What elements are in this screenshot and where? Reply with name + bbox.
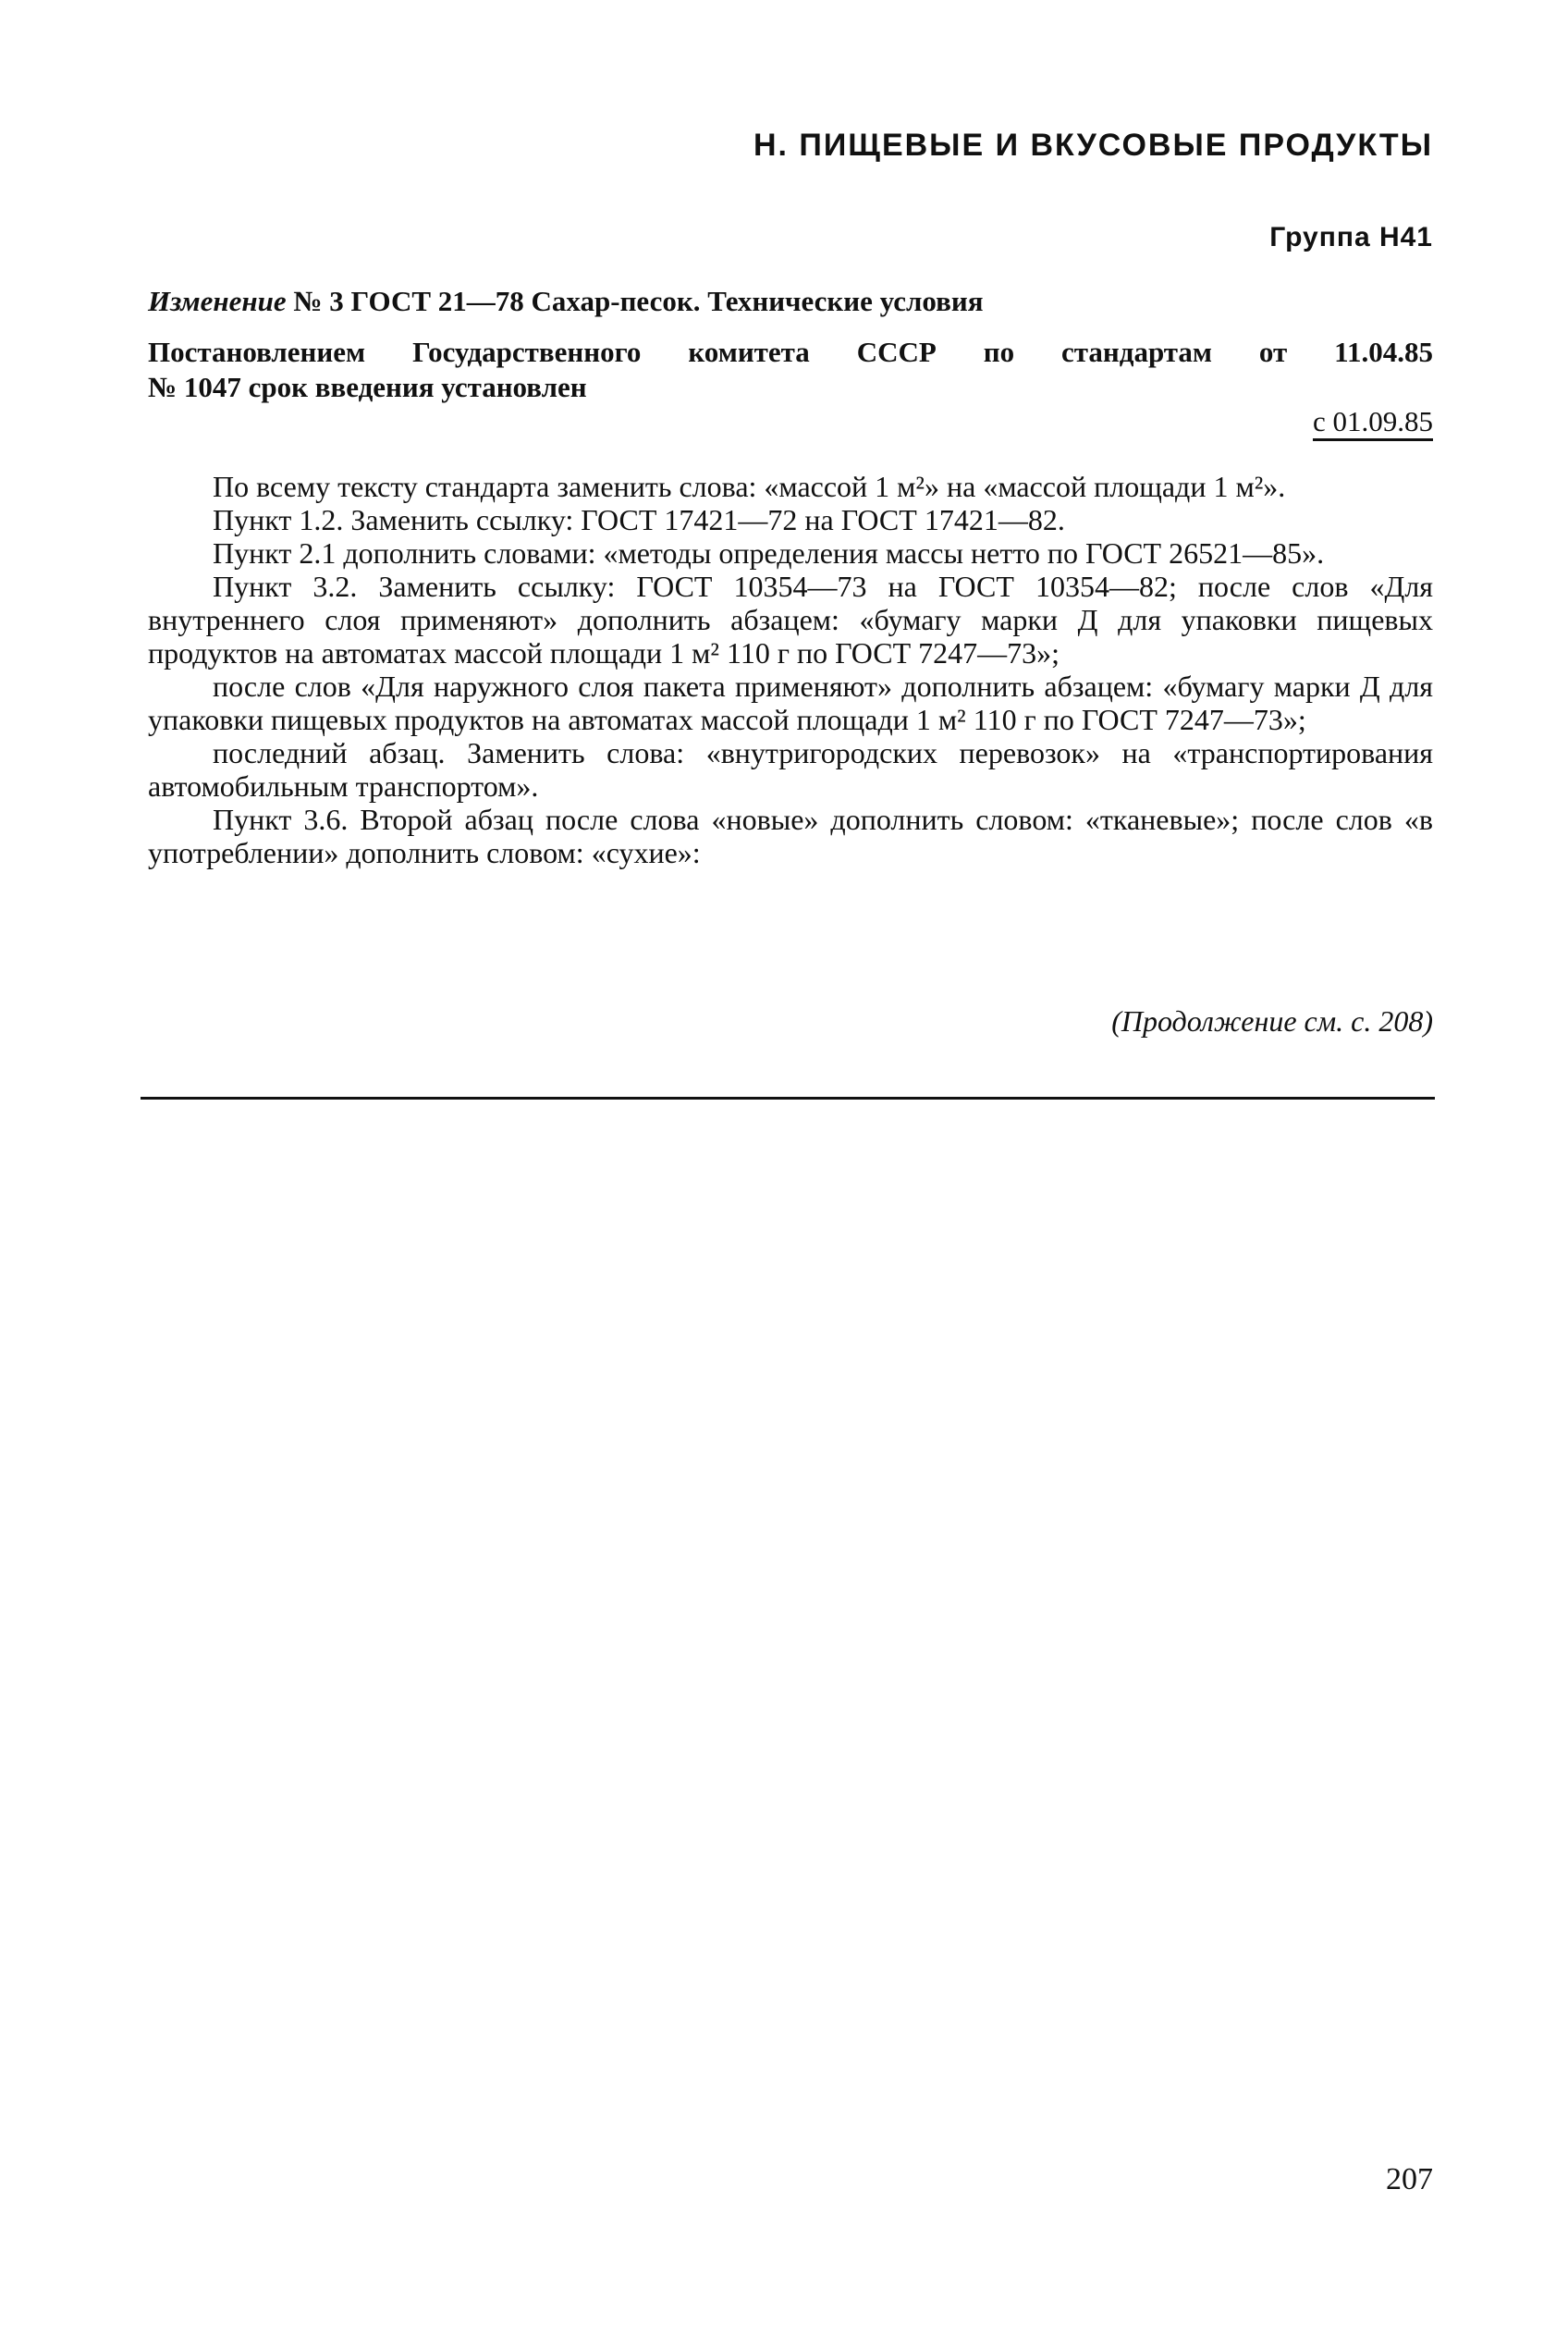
page-number: 207	[1386, 2162, 1433, 2196]
body-paragraph: Пункт 3.2. Заменить ссылку: ГОСТ 10354—73 на ГОСТ 10354—82; после слов «Для внутреннего слоя применяют» дополнить абзацем: «бумагу марки Д для упаковки пищевых продуктов на автоматах массой площади 1 м² 110 г по ГОСТ 7247—73»;	[148, 570, 1433, 670]
body-paragraph: Пункт 2.1 дополнить словами: «методы определения массы нетто по ГОСТ 26521—85».	[213, 536, 1325, 570]
decree-word: Государственного	[412, 336, 642, 368]
amendment-title	[148, 285, 983, 318]
body-paragraph: после слов «Для наружного слоя пакета применяют» дополнить абзацем: «бумагу марки Д для упаковки пищевых продуктов на автоматах массой площади 1 м² 110 г по ГОСТ 7247—73»;	[148, 670, 1433, 736]
section-header: Н. ПИЩЕВЫЕ И ВКУСОВЫЕ ПРОДУКТЫ	[753, 128, 1433, 163]
group-label: Группа Н41	[1269, 222, 1433, 252]
decree-word: по	[983, 336, 1015, 368]
decree-word: от	[1258, 336, 1288, 368]
amendment-title-text: № 3 ГОСТ 21—78 Сахар-песок. Технические условия	[293, 285, 984, 317]
body-paragraph: По всему тексту стандарта заменить слова: «массой 1 м²» на «массой площади 1 м²».	[213, 470, 1286, 503]
effective-date: с 01.09.85	[1312, 405, 1433, 437]
decree-word: комитета	[688, 336, 810, 368]
body-paragraph: Пункт 1.2. Заменить ссылку: ГОСТ 17421—72 на ГОСТ 17421—82.	[213, 503, 1065, 536]
amendment-body	[148, 470, 1433, 869]
amendment-prefix: Изменение	[148, 285, 287, 317]
decree-word: стандартам	[1061, 336, 1212, 368]
decree-line-2: № 1047 срок введения установлен	[148, 371, 587, 403]
continuation-note: (Продолжение см. с. 208)	[1111, 1004, 1433, 1038]
decree-line-1	[148, 335, 1433, 370]
decree-word: 11.04.85	[1334, 336, 1433, 368]
body-paragraph: последний абзац. Заменить слова: «внутригородских перевозок» на «транспортирования автомобильным транспортом».	[148, 736, 1433, 803]
decree-word: Постановлением	[148, 336, 366, 368]
horizontal-rule	[141, 1097, 1435, 1100]
decree-block	[148, 335, 1433, 405]
decree-word: СССР	[856, 336, 937, 368]
body-paragraph: Пункт 3.6. Второй абзац после слова «новые» дополнить словом: «тканевые»; после слов «в употреблении» дополнить словом: «сухие»:	[148, 803, 1433, 869]
